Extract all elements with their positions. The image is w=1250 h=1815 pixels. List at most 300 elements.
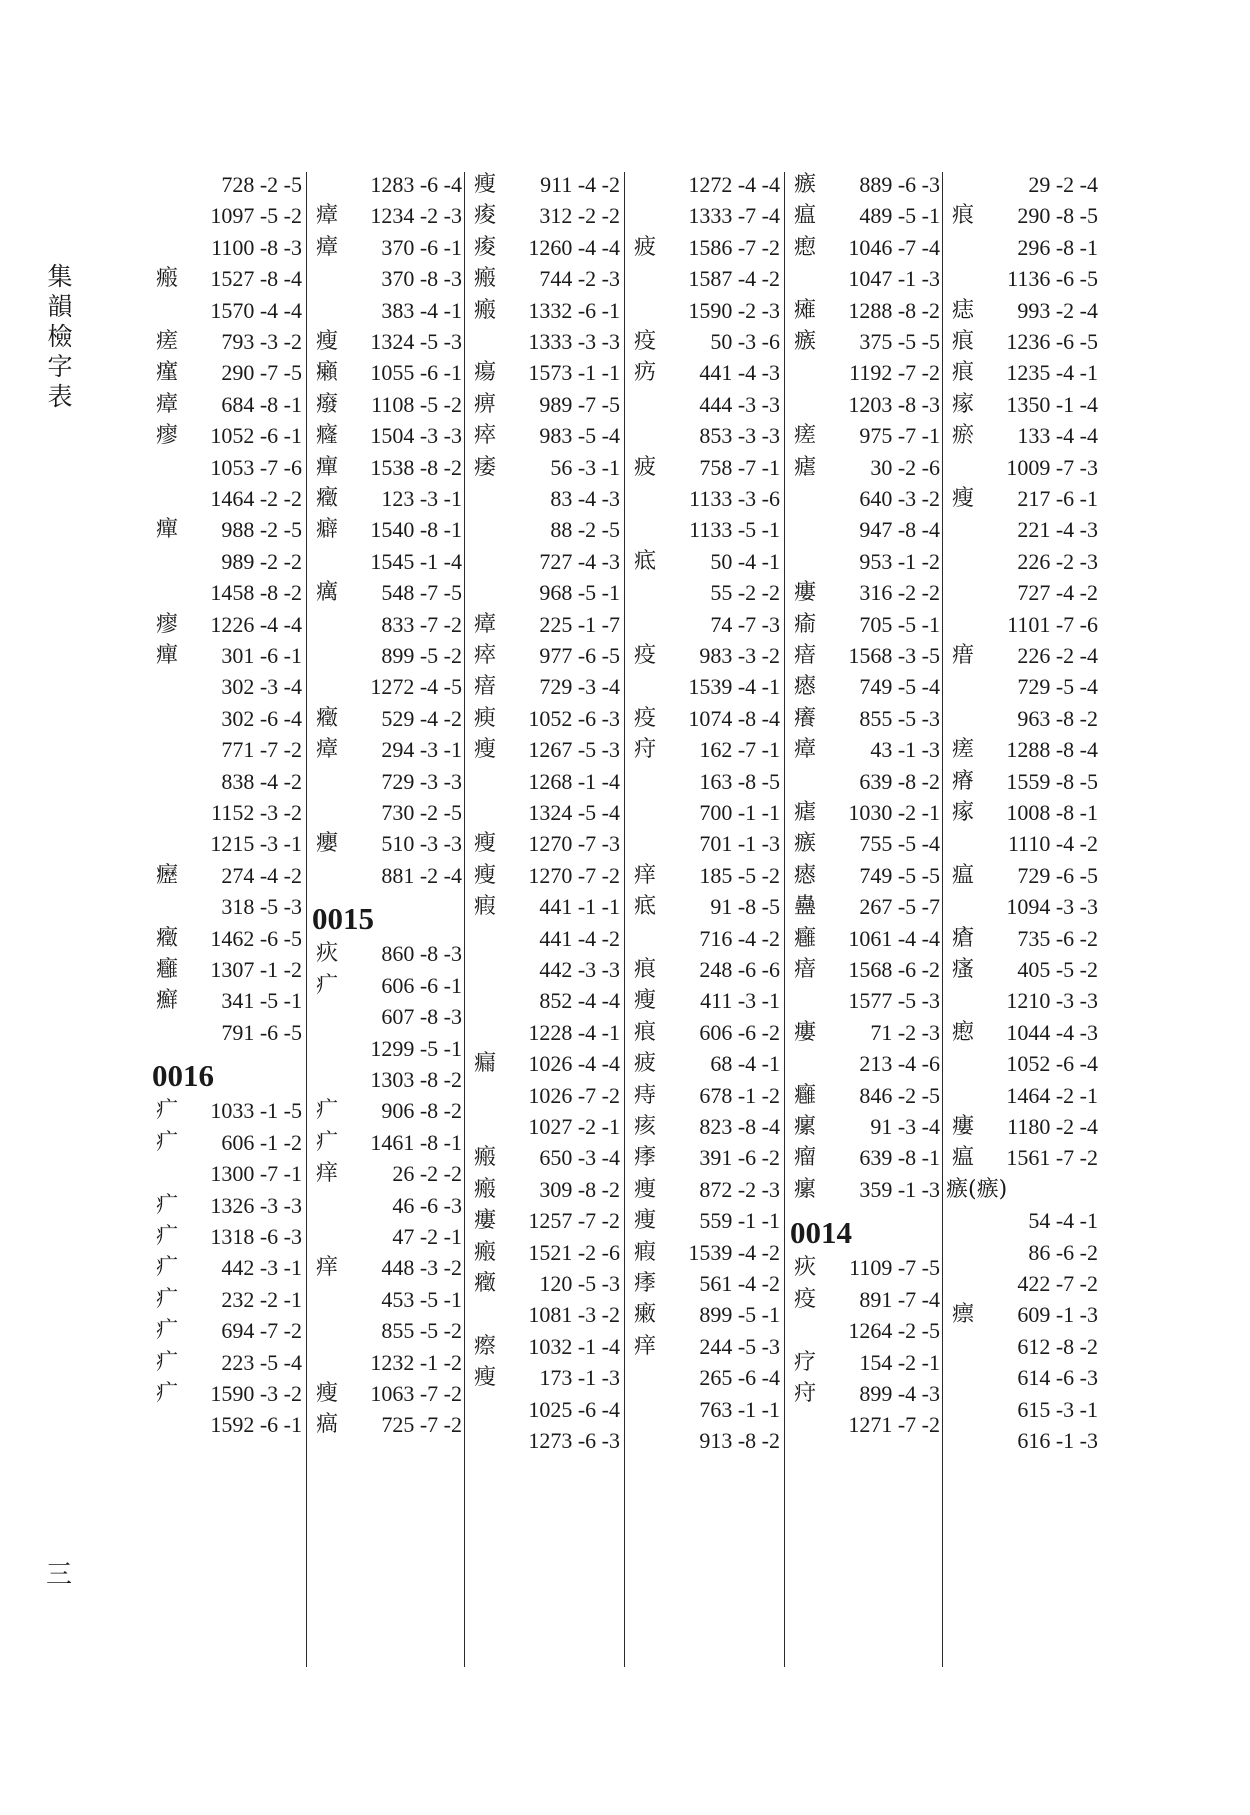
entry-reference: 1047 -1 -3 — [848, 266, 940, 292]
entry-reference: 1272 -4 -4 — [688, 172, 780, 197]
entry-reference: 1152 -3 -2 — [211, 800, 302, 825]
entry-reference: 163 -8 -5 — [699, 768, 780, 794]
entry-character: 癉 — [155, 643, 178, 668]
entry-reference: 1272 -4 -5 — [370, 674, 462, 700]
entry-reference: 1101 -7 -6 — [1007, 611, 1098, 637]
entry-character: 疫 — [633, 705, 656, 731]
entry-reference: 267 -5 -7 — [859, 894, 940, 920]
entry-reference: 43 -1 -3 — [870, 737, 940, 763]
entry-character: 癃 — [315, 423, 338, 449]
entry-reference: 265 -6 -4 — [699, 1365, 780, 1391]
entry-reference: 359 -1 -3 — [859, 1176, 940, 1202]
entry-reference: 606 -1 -2 — [221, 1129, 302, 1155]
entry-reference: 1030 -2 -1 — [848, 800, 940, 825]
entry-character: 瘍 — [473, 360, 496, 386]
entry-reference: 318 -5 -3 — [221, 894, 302, 920]
entry-reference: 296 -8 -1 — [1017, 234, 1098, 260]
entry-reference: 729 -3 -3 — [381, 768, 462, 794]
entry-character: 疢 — [793, 1255, 816, 1281]
entry-reference: 83 -4 -3 — [550, 486, 620, 511]
entry-reference: 54 -4 -1 — [1028, 1208, 1098, 1234]
entry-reference: 56 -3 -1 — [550, 454, 620, 480]
side-title-char: 字 — [47, 352, 73, 381]
entry-character: 痩 — [633, 1208, 656, 1234]
entry-reference: 1052 -6 -4 — [1006, 1051, 1098, 1077]
entry-reference: 316 -2 -2 — [859, 580, 940, 606]
entry-reference: 1587 -4 -2 — [688, 266, 780, 292]
entry-reference: 694 -7 -2 — [221, 1318, 302, 1344]
entry-reference: 91 -8 -5 — [710, 894, 780, 920]
column-divider — [624, 172, 625, 1667]
entry-reference: 1026 -4 -4 — [528, 1051, 620, 1077]
entry-reference: 1133 -3 -6 — [689, 486, 780, 511]
column-divider — [942, 172, 943, 1667]
entry-character: 癈 — [315, 391, 338, 417]
entry-reference: 442 -3 -3 — [539, 957, 620, 982]
entry-reference: 383 -4 -1 — [381, 297, 462, 323]
entry-reference: 1527 -8 -4 — [210, 266, 302, 292]
entry-character: 痕 — [633, 957, 656, 982]
entry-reference: 1283 -6 -4 — [370, 172, 462, 197]
entry-character: 瘳 — [155, 423, 178, 449]
entry-character: 瘦 — [315, 1380, 338, 1406]
entry-reference: 989 -2 -2 — [221, 548, 302, 574]
entry-reference: 1109 -7 -5 — [849, 1255, 940, 1281]
entry-reference: 559 -1 -1 — [699, 1208, 780, 1234]
entry-character: 痿 — [473, 454, 496, 480]
entry-reference: 173 -1 -3 — [539, 1365, 620, 1391]
entry-reference: 529 -4 -2 — [381, 705, 462, 731]
entry-reference: 728 -2 -5 — [221, 172, 302, 197]
entry-reference: 983 -3 -2 — [699, 643, 780, 668]
entry-reference: 422 -7 -2 — [1017, 1271, 1098, 1296]
entry-reference: 1568 -3 -5 — [848, 643, 940, 668]
entry-reference: 1180 -2 -4 — [1007, 1114, 1098, 1139]
entry-character: 癰 — [155, 957, 178, 982]
entry-character: 疛 — [793, 1380, 816, 1406]
entry-character: 癖 — [315, 517, 338, 543]
entry-reference: 1236 -6 -5 — [1006, 329, 1098, 354]
entry-reference: 221 -4 -3 — [1017, 517, 1098, 543]
entry-reference: 71 -2 -3 — [870, 1019, 940, 1045]
entry-reference: 489 -5 -1 — [859, 203, 940, 229]
entry-reference: 1053 -7 -6 — [210, 454, 302, 480]
entry-reference: 1032 -1 -4 — [528, 1333, 620, 1359]
entry-character: 癥 — [315, 486, 338, 511]
side-title-char: 表 — [47, 382, 73, 411]
entry-character: 痹 — [473, 391, 496, 417]
entry-character: 瘢 — [473, 1176, 496, 1202]
entry-character: 痕 — [951, 203, 974, 229]
index-entry — [468, 1423, 620, 1459]
entry-reference: 1577 -5 -3 — [848, 988, 940, 1014]
entry-character: 瘻 — [951, 1114, 974, 1139]
entry-character: 癰 — [793, 925, 816, 951]
entry-character: 瘦 — [473, 831, 496, 857]
entry-reference: 47 -2 -1 — [392, 1223, 462, 1249]
entry-character: 痒 — [315, 1161, 338, 1187]
entry-reference: 302 -3 -4 — [221, 674, 302, 700]
index-entry — [946, 1423, 1098, 1459]
entry-reference: 855 -5 -3 — [859, 705, 940, 731]
entry-character: 癧 — [155, 862, 178, 888]
entry-character: 癢 — [793, 705, 816, 731]
entry-reference: 793 -3 -2 — [221, 329, 302, 354]
entry-character: 痠 — [473, 234, 496, 260]
entry-character: 疷 — [633, 548, 656, 574]
entry-reference: 678 -1 -2 — [699, 1082, 780, 1108]
entry-character: 瘁 — [473, 423, 496, 449]
entry-reference: 1026 -7 -2 — [528, 1082, 620, 1108]
entry-reference: 312 -2 -2 — [539, 203, 620, 229]
entry-reference: 1260 -4 -4 — [528, 234, 620, 260]
entry-reference: 370 -6 -1 — [381, 234, 462, 260]
entry-reference: 1521 -2 -6 — [528, 1239, 620, 1265]
entry-character: 瘦 — [473, 862, 496, 888]
entry-reference: 120 -5 -3 — [539, 1271, 620, 1296]
entry-reference: 1540 -8 -1 — [370, 517, 462, 543]
entry-reference: 606 -6 -1 — [381, 972, 462, 998]
entry-character: 瘀 — [951, 423, 974, 449]
entry-reference: 1074 -8 -4 — [688, 705, 780, 731]
entry-character: 瘭 — [951, 1302, 974, 1328]
entry-character: 癉 — [155, 517, 178, 543]
entry-reference: 1226 -4 -4 — [210, 611, 302, 637]
entry-reference: 771 -7 -2 — [221, 737, 302, 763]
index-entry — [788, 1407, 940, 1443]
entry-reference: 244 -5 -3 — [699, 1333, 780, 1359]
entry-reference: 1326 -3 -3 — [210, 1192, 302, 1218]
entry-reference: 510 -3 -3 — [381, 831, 462, 857]
entry-character: 痵 — [633, 1145, 656, 1171]
entry-reference: 1545 -1 -4 — [370, 548, 462, 574]
entry-reference: 29 -2 -4 — [1028, 172, 1098, 197]
entry-reference: 975 -7 -1 — [859, 423, 940, 449]
entry-reference: 1270 -7 -3 — [528, 831, 620, 857]
entry-reference: 1257 -7 -2 — [528, 1208, 620, 1234]
entry-character: 瘯 — [793, 329, 816, 354]
entry-reference: 639 -8 -1 — [859, 1145, 940, 1171]
entry-reference: 763 -1 -1 — [699, 1396, 780, 1422]
entry-character: 瘦 — [473, 737, 496, 763]
entry-reference: 1333 -7 -4 — [688, 203, 780, 229]
entry-reference: 453 -5 -1 — [381, 1286, 462, 1312]
entry-character: 瘄 — [951, 643, 974, 668]
entry-character: 癥 — [473, 1271, 496, 1296]
column-divider — [464, 172, 465, 1667]
entry-character: 疒 — [155, 1223, 178, 1249]
entry-reference: 274 -4 -2 — [221, 862, 302, 888]
entry-character: 痒 — [633, 1333, 656, 1359]
entry-reference: 749 -5 -5 — [859, 862, 940, 888]
entry-reference: 1094 -3 -3 — [1006, 894, 1098, 920]
index-entry — [150, 1015, 302, 1051]
entry-reference: 1027 -2 -1 — [528, 1114, 620, 1139]
entry-reference: 55 -2 -2 — [710, 580, 780, 606]
section-heading: 0014 — [790, 1215, 852, 1251]
entry-reference: 860 -8 -3 — [381, 941, 462, 967]
entry-character: 瘻 — [793, 1019, 816, 1045]
entry-character: 痵 — [633, 1271, 656, 1296]
entry-reference: 1110 -4 -2 — [1007, 831, 1098, 857]
entry-character: 瘯 — [793, 831, 816, 857]
index-entry — [310, 858, 462, 894]
entry-reference: 983 -5 -4 — [539, 423, 620, 449]
entry-reference: 881 -2 -4 — [381, 862, 462, 888]
entry-reference: 1324 -5 -3 — [370, 329, 462, 354]
entry-reference: 1590 -2 -3 — [688, 297, 780, 323]
entry-reference: 725 -7 -2 — [381, 1412, 462, 1438]
entry-reference: 30 -2 -6 — [870, 454, 940, 480]
entry-reference: 872 -2 -3 — [699, 1176, 780, 1202]
entry-reference: 729 -3 -4 — [539, 674, 620, 700]
entry-character: 痕 — [951, 360, 974, 386]
entry-reference: 755 -5 -4 — [859, 831, 940, 857]
entry-reference: 1464 -2 -1 — [1006, 1082, 1098, 1108]
entry-reference: 791 -6 -5 — [221, 1019, 302, 1045]
entry-character: 瘦 — [315, 329, 338, 354]
entry-character: 瘰 — [793, 1176, 816, 1202]
index-entry — [628, 1423, 780, 1459]
entry-reference: 1081 -3 -2 — [528, 1302, 620, 1328]
entry-character: 瘃 — [951, 800, 974, 825]
entry-character: 瘑 — [315, 1412, 338, 1438]
entry-reference: 705 -5 -1 — [859, 611, 940, 637]
entry-character: 瘛 — [793, 234, 816, 260]
entry-reference: 963 -8 -2 — [1017, 705, 1098, 731]
entry-reference: 50 -4 -1 — [710, 548, 780, 574]
entry-reference: 606 -6 -2 — [699, 1019, 780, 1045]
entry-character: 瘺 — [473, 1051, 496, 1077]
page-number: 三 — [46, 1560, 73, 1590]
entry-reference: 846 -2 -5 — [859, 1082, 940, 1108]
entry-reference: 232 -2 -1 — [221, 1286, 302, 1312]
entry-reference: 442 -3 -1 — [221, 1255, 302, 1281]
entry-reference: 1133 -5 -1 — [689, 517, 780, 543]
entry-reference: 1136 -6 -5 — [1007, 266, 1098, 292]
entry-reference: 911 -4 -2 — [540, 172, 620, 197]
entry-reference: 891 -7 -4 — [859, 1286, 940, 1312]
entry-character: 瘢 — [473, 297, 496, 323]
entry-character: 疷 — [633, 894, 656, 920]
entry-character: 疲 — [633, 234, 656, 260]
entry-reference: 727 -4 -2 — [1017, 580, 1098, 606]
entry-character: 瘵 — [473, 1333, 496, 1359]
entry-character: 瘦 — [633, 988, 656, 1014]
entry-reference: 301 -6 -1 — [221, 643, 302, 668]
entry-reference: 1350 -1 -4 — [1006, 391, 1098, 417]
entry-character: 疛 — [633, 737, 656, 763]
entry-reference: 123 -3 -1 — [381, 486, 462, 511]
entry-reference: 1568 -6 -2 — [848, 957, 940, 982]
entry-reference: 444 -3 -3 — [699, 391, 780, 417]
entry-character: 癉 — [315, 454, 338, 480]
entry-reference: 248 -6 -6 — [699, 957, 780, 982]
entry-character: 瘢 — [473, 266, 496, 292]
entry-reference: 1215 -3 -1 — [210, 831, 302, 857]
entry-reference: 405 -5 -2 — [1017, 957, 1098, 982]
entry-character: 瘫 — [793, 297, 816, 323]
entry-character: 疢 — [315, 941, 338, 967]
entry-character: 痕 — [633, 1019, 656, 1045]
index-entry — [788, 1172, 940, 1208]
entry-reference: 1009 -7 -3 — [1006, 454, 1098, 480]
entry-reference: 1192 -7 -2 — [849, 360, 940, 386]
entry-reference: 1561 -7 -2 — [1006, 1145, 1098, 1171]
entry-character: 瘤 — [793, 1145, 816, 1171]
entry-character: 瘴 — [315, 737, 338, 763]
entry-reference: 735 -6 -2 — [1017, 925, 1098, 951]
section-heading: 0015 — [312, 901, 374, 937]
entry-reference: 1299 -5 -1 — [370, 1035, 462, 1061]
entry-reference: 88 -2 -5 — [550, 517, 620, 543]
entry-reference: 68 -4 -1 — [710, 1051, 780, 1077]
entry-character: 瘖 — [473, 674, 496, 700]
entry-character: 瘴 — [793, 737, 816, 763]
entry-reference: 1559 -8 -5 — [1006, 768, 1098, 794]
entry-character: 瘻 — [793, 580, 816, 606]
entry-reference: 74 -7 -3 — [710, 611, 780, 637]
entry-reference: 1232 -1 -2 — [370, 1349, 462, 1375]
entry-reference: 1097 -5 -2 — [210, 203, 302, 229]
entry-reference: 50 -3 -6 — [710, 329, 780, 354]
entry-character: 瘦 — [473, 172, 496, 197]
entry-reference: 1228 -4 -1 — [528, 1019, 620, 1045]
entry-character: 瘴 — [315, 234, 338, 260]
entry-character: 痩 — [633, 1176, 656, 1202]
entry-reference: 1100 -8 -3 — [211, 234, 302, 260]
side-title-char: 韻 — [47, 292, 73, 321]
entry-reference: 290 -8 -5 — [1017, 203, 1098, 229]
entry-character: 瘥 — [155, 329, 178, 354]
entry-reference: 154 -2 -1 — [859, 1349, 940, 1375]
entry-character: 痒 — [315, 1255, 338, 1281]
entry-character: 疒 — [155, 1192, 178, 1218]
entry-character: 瘴 — [315, 203, 338, 229]
section-heading: 0016 — [152, 1058, 214, 1094]
entry-reference: 1052 -6 -1 — [210, 423, 302, 449]
entry-character: 瘧 — [793, 454, 816, 480]
entry-reference: 729 -6 -5 — [1017, 862, 1098, 888]
entry-character: 瘥 — [951, 737, 974, 763]
entry-character: 瘴 — [155, 391, 178, 417]
entry-reference: 225 -1 -7 — [539, 611, 620, 637]
entry-reference: 913 -8 -2 — [699, 1428, 780, 1453]
entry-character: 疒 — [315, 972, 338, 998]
entry-character: 瘖 — [793, 957, 816, 982]
entry-character: 疒 — [155, 1318, 178, 1344]
entry-reference: 1300 -7 -1 — [210, 1161, 302, 1187]
entry-reference: 1504 -3 -3 — [370, 423, 462, 449]
entry-character: 痎 — [633, 1114, 656, 1139]
entry-reference: 701 -1 -3 — [699, 831, 780, 857]
entry-character: 瘽 — [155, 360, 178, 386]
entry-reference: 639 -8 -2 — [859, 768, 940, 794]
entry-reference: 749 -5 -4 — [859, 674, 940, 700]
entry-reference: 612 -8 -2 — [1017, 1333, 1098, 1359]
entry-reference: 1539 -4 -1 — [688, 674, 780, 700]
entry-reference: 1270 -7 -2 — [528, 862, 620, 888]
entry-reference: 226 -2 -4 — [1017, 643, 1098, 668]
entry-reference: 441 -4 -2 — [539, 925, 620, 951]
entry-reference: 968 -5 -1 — [539, 580, 620, 606]
entry-reference: 727 -4 -3 — [539, 548, 620, 574]
entry-character: 疒 — [155, 1129, 178, 1155]
entry-reference: 86 -6 -2 — [1028, 1239, 1098, 1265]
entry-character: 瘯 — [793, 172, 816, 197]
entry-character: 瘛 — [951, 1019, 974, 1045]
entry-reference: 899 -4 -3 — [859, 1380, 940, 1406]
entry-character: 癘 — [315, 580, 338, 606]
entry-reference: 989 -7 -5 — [539, 391, 620, 417]
entry-character: 痔 — [633, 1082, 656, 1108]
entry-character: 瘦 — [473, 1365, 496, 1391]
entry-reference: 947 -8 -4 — [859, 517, 940, 543]
entry-character: 疒 — [155, 1286, 178, 1312]
entry-character: 癬 — [155, 988, 178, 1014]
entry-reference: 1273 -6 -3 — [528, 1428, 620, 1453]
entry-reference: 375 -5 -5 — [859, 329, 940, 354]
entry-reference: 1025 -6 -4 — [528, 1396, 620, 1422]
entry-reference: 26 -2 -2 — [392, 1161, 462, 1187]
entry-character: 疫 — [793, 1286, 816, 1312]
entry-character: 瘟 — [951, 862, 974, 888]
entry-character: 瘟 — [793, 203, 816, 229]
entry-character: 瘁 — [473, 643, 496, 668]
entry-character: 癰 — [793, 1082, 816, 1108]
entry-reference: 1324 -5 -4 — [528, 800, 620, 825]
entry-reference: 185 -5 -2 — [699, 862, 780, 888]
entry-reference: 1288 -8 -2 — [848, 297, 940, 323]
entry-reference: 1235 -4 -1 — [1006, 360, 1098, 386]
entry-character: 瘴 — [473, 611, 496, 637]
entry-reference: 833 -7 -2 — [381, 611, 462, 637]
entry-character: 疓 — [633, 360, 656, 386]
entry-reference: 1210 -3 -3 — [1006, 988, 1098, 1014]
entry-character: 疫 — [633, 643, 656, 668]
entry-character: 瘟 — [951, 1145, 974, 1171]
entry-reference: 1046 -7 -4 — [848, 234, 940, 260]
entry-reference: 1570 -4 -4 — [210, 297, 302, 323]
entry-character: 疒 — [155, 1380, 178, 1406]
entry-character: 瘳 — [155, 611, 178, 637]
entry-reference: 133 -4 -4 — [1017, 423, 1098, 449]
entry-character: 癥 — [155, 925, 178, 951]
entry-character: 瘷 — [633, 1302, 656, 1328]
entry-reference: 1264 -2 -5 — [848, 1318, 940, 1344]
side-title-char: 集 — [47, 262, 73, 291]
entry-reference: 906 -8 -2 — [381, 1098, 462, 1124]
entry-character: 疫 — [633, 329, 656, 354]
entry-reference: 616 -1 -3 — [1017, 1428, 1098, 1453]
entry-character: 疒 — [155, 1349, 178, 1375]
entry-character: 瘡 — [951, 925, 974, 951]
entry-character: 疲 — [633, 1051, 656, 1077]
entry-character: 瘢 — [473, 1145, 496, 1171]
column-divider — [784, 172, 785, 1667]
entry-reference: 370 -8 -3 — [381, 266, 462, 292]
entry-reference: 1044 -4 -3 — [1006, 1019, 1098, 1045]
entry-reference: 852 -4 -4 — [539, 988, 620, 1014]
entry-reference: 1538 -8 -2 — [370, 454, 462, 480]
entry-reference: 548 -7 -5 — [381, 580, 462, 606]
side-title-char: 檢 — [47, 322, 73, 351]
entry-character: 疒 — [155, 1098, 178, 1124]
entry-reference: 1268 -1 -4 — [528, 768, 620, 794]
entry-reference: 441 -1 -1 — [539, 894, 620, 920]
entry-reference: 1061 -4 -4 — [848, 925, 940, 951]
entry-reference: 1055 -6 -1 — [370, 360, 462, 386]
